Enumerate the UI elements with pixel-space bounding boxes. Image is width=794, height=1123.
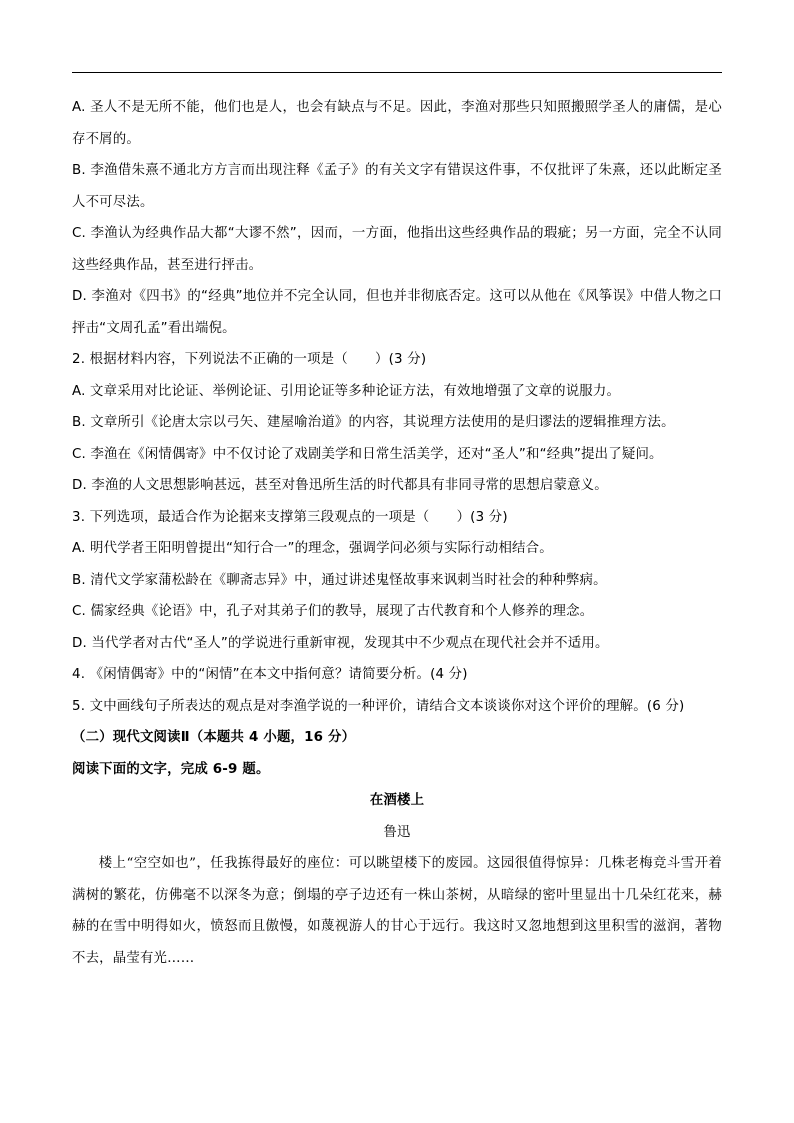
q2-option-c: C. 李渔在《闲情偶寄》中不仅讨论了戏剧美学和日常生活美学，还对“圣人”和“经典”提出了疑问。 [72,446,663,462]
q3-option-d: D. 当代学者对古代“圣人”的学说进行重新审视，发现其中不少观点在现代社会并不适用。 [72,635,609,651]
q3-option-c: C. 儒家经典《论语》中，孔子对其弟子们的教导，展现了古代教育和个人修养的理念。 [72,604,594,619]
q1-option-d: D. 李渔对《四书》的“经典”地位并不完全认同，但也并非彻底否定。这可以从他在《风筝误》中借人物之口抨击“文周孔孟”看出端倪。 [72,289,722,336]
section-heading: （二）现代文阅读Ⅱ（本题共 4 小题，16 分） [72,730,356,745]
q2-option-b: B. 文章所引《论唐太宗以弓矢、建屋喻治道》的内容，其说理方法使用的是归谬法的逻辑推理方法。 [72,415,675,430]
passage-author: 鲁迅 [383,824,411,840]
passage-paragraph: 楼上“空空如也”，任我拣得最好的座位：可以眺望楼下的废园。这园很值得惊异：几株老梅竞斗雪开着满树的繁花，仿佛毫不以深冬为意；倒塌的亭子边还有一株山茶树，从暗绿的密叶里显出十几朵红花来，赫赫的在雪中明得如火，愤怒而且傲慢，如蔑视游人的甘心于远行。我这时又忽地想到这里积雪的滋润，著物不去，晶莹有光…… [72,856,722,966]
q5-stem: 5. 文中画线句子所表达的观点是对李渔学说的一种评价，请结合文本谈谈你对这个评价的理解。(6 分) [72,698,685,714]
header-rule [72,72,722,73]
q2-option-a: A. 文章采用对比论证、举例论证、引用论证等多种论证方法，有效地增强了文章的说服力。 [72,383,621,399]
q1-option-b: B. 李渔借朱熹不通北方方言而出现注释《孟子》的有关文字有错误这件事，不仅批评了朱熹，还以此断定圣人不可尽法。 [72,163,722,210]
passage-title: 在酒楼上 [369,793,425,808]
q2-stem: 2. 根据材料内容，下列说法不正确的一项是（ ）(3 分) [72,352,427,367]
q3-option-b: B. 清代文学家蒲松龄在《聊斋志异》中，通过讲述鬼怪故事来讽刺当时社会的种种弊病。 [72,572,607,588]
q4-stem: 4. 《闲情偶寄》中的“闲情”在本文中指何意？请简要分析。(4 分) [72,667,468,682]
q1-option-a: A. 圣人不是无所不能，他们也是人，也会有缺点与不足。因此，李渔对那些只知照搬照学圣人的庸儒，是心存不屑的。 [72,100,722,147]
q1-option-c: C. 李渔认为经典作品大都“大谬不然”，因而，一方面，他指出这些经典作品的瑕疵；另一方面，完全不认同这些经典作品，甚至进行抨击。 [72,226,722,273]
section-instruction: 阅读下面的文字，完成 6-9 题。 [72,761,270,777]
q3-stem: 3. 下列选项，最适合作为论据来支撑第三段观点的一项是（ ）(3 分) [72,509,508,525]
q2-option-d: D. 李渔的人文思想影响甚远，甚至对鲁迅所生活的时代都具有非同寻常的思想启蒙意义。 [72,478,608,493]
exam-content [72,92,722,974]
q3-option-a: A. 明代学者王阳明曾提出“知行合一”的理念，强调学问必须与实际行动相结合。 [72,541,553,556]
